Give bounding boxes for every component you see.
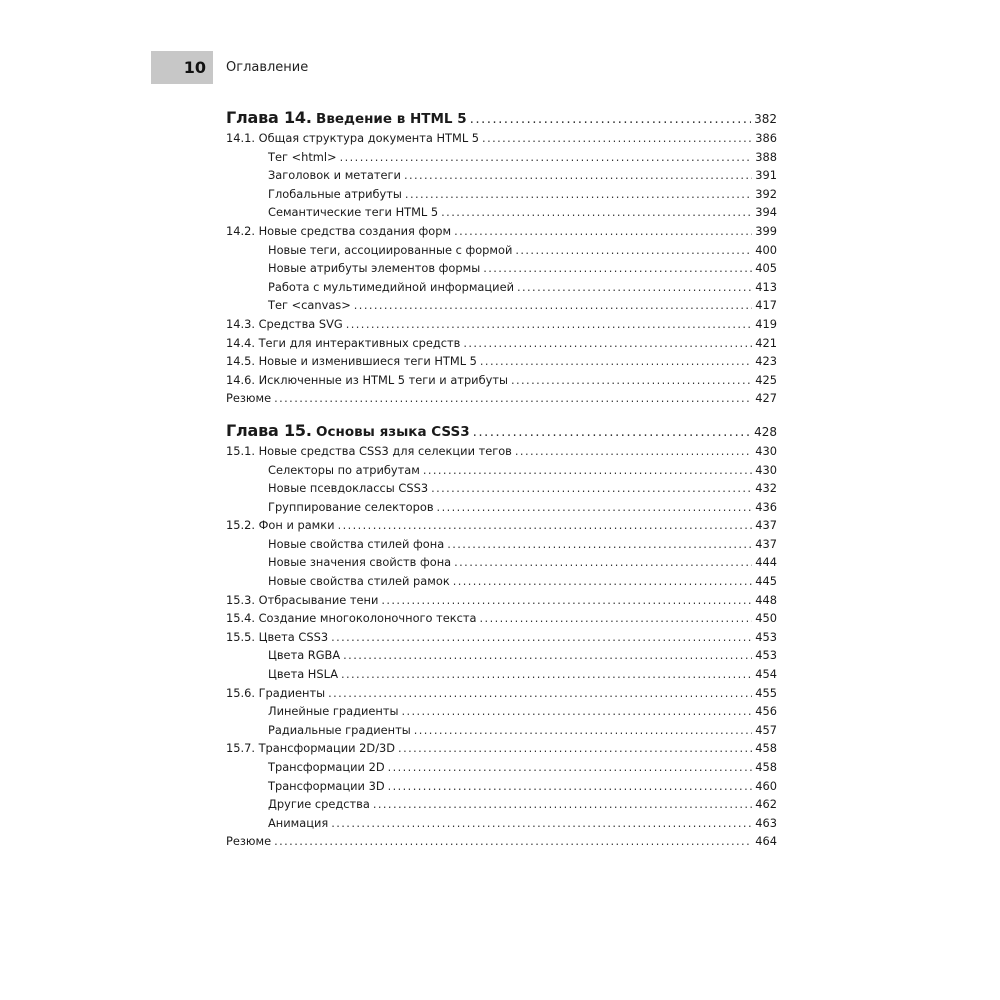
page-ref: 453 (755, 629, 777, 644)
toc-section[interactable] (226, 591, 777, 610)
toc-section[interactable] (226, 352, 777, 371)
page-number: 10 (183, 58, 206, 77)
dot-leader (482, 129, 752, 148)
toc-subsection[interactable] (226, 535, 777, 554)
entry-title: Трансформации 2D (268, 760, 385, 774)
page-ref: 450 (755, 611, 777, 626)
page-ref: 386 (755, 131, 777, 145)
dot-leader (454, 222, 752, 241)
entry-title: Новые свойства стилей фона (268, 536, 445, 551)
toc-subsection[interactable] (226, 777, 777, 796)
entry-title: Трансформации 3D (268, 778, 385, 793)
page-ref: 421 (755, 335, 777, 350)
toc-subsection[interactable] (226, 795, 777, 814)
dot-leader (341, 665, 752, 684)
dot-leader (398, 739, 752, 758)
toc-subsection[interactable] (226, 553, 777, 572)
chapter-heading[interactable] (226, 420, 777, 442)
page-ref: 457 (755, 722, 777, 737)
toc-subsection[interactable] (226, 278, 777, 297)
toc-section[interactable] (226, 609, 777, 628)
dot-leader (447, 535, 752, 554)
entry-title: Глобальные атрибуты (268, 186, 402, 201)
dot-leader (340, 148, 753, 167)
entry-title: 14.4. Теги для интерактивных средств (226, 335, 461, 350)
toc-subsection[interactable] (226, 259, 777, 278)
toc-section[interactable] (226, 684, 777, 703)
toc-section[interactable] (226, 371, 777, 390)
dot-leader (480, 352, 752, 371)
page-ref: 388 (755, 149, 777, 164)
page-ref: 392 (755, 186, 777, 201)
page-ref: 430 (755, 462, 777, 477)
running-title: Оглавление (226, 60, 309, 75)
toc-subsection[interactable] (226, 646, 777, 665)
dot-leader (388, 758, 753, 777)
toc-subsection[interactable] (226, 665, 777, 684)
dot-leader (517, 278, 752, 297)
dot-leader (346, 315, 753, 334)
dot-leader (441, 203, 752, 222)
page-ref: 458 (755, 760, 777, 774)
table-of-contents (226, 107, 777, 851)
toc-subsection[interactable] (226, 185, 777, 204)
toc-subsection[interactable] (226, 479, 777, 498)
toc-section[interactable] (226, 516, 777, 535)
entry-title: 14.6. Исключенные из HTML 5 теги и атрибуты (226, 372, 508, 387)
entry-title: 14.2. Новые средства создания форм (226, 223, 452, 238)
dot-leader (454, 553, 752, 572)
dot-leader (423, 461, 752, 480)
page-ref: 455 (755, 685, 777, 700)
page-ref: 464 (755, 834, 777, 849)
toc-subsection[interactable] (226, 203, 777, 222)
page-ref: 430 (755, 443, 777, 458)
toc-section[interactable] (226, 739, 777, 758)
dot-leader (431, 479, 752, 498)
page-ref: 419 (755, 316, 777, 331)
entry-title: 14.5. Новые и изменившиеся теги HTML 5 (226, 354, 477, 369)
toc-subsection[interactable] (226, 241, 777, 260)
chapter-label: Глава 14. (226, 108, 312, 127)
toc-section[interactable] (226, 334, 777, 353)
dot-leader (511, 371, 752, 390)
page-ref: 423 (755, 354, 777, 369)
entry-title: Радиальные градиенты (268, 722, 411, 737)
dot-leader (414, 721, 753, 740)
page-ref: 417 (755, 298, 777, 313)
dot-leader (453, 572, 753, 591)
page-ref: 427 (755, 391, 777, 406)
entry-title: 14.3. Средства SVG (226, 316, 343, 331)
entry-title: 15.3. Отбрасывание тени (226, 592, 379, 607)
toc-subsection[interactable] (226, 758, 777, 777)
toc-subsection[interactable] (226, 461, 777, 480)
page-ref: 405 (755, 261, 777, 276)
page-ref: 413 (755, 279, 777, 294)
page-ref: 391 (755, 168, 777, 183)
page-ref: 460 (755, 778, 777, 793)
entry-title: 14.1. Общая структура документа HTML 5 (226, 131, 480, 145)
entry-title: Новые свойства стилей рамок (268, 574, 450, 589)
chapter-title (226, 107, 467, 129)
page-ref: 454 (755, 667, 777, 682)
toc-subsection[interactable] (226, 148, 777, 167)
toc-subsection[interactable] (226, 296, 777, 315)
page-ref: 463 (755, 815, 777, 830)
entry-title: Цвета HSLA (268, 667, 338, 682)
dot-leader (483, 259, 752, 278)
entry-title: 15.6. Градиенты (226, 685, 326, 700)
page-ref: 425 (755, 372, 777, 387)
dot-leader (388, 777, 753, 796)
page-ref: 399 (755, 223, 777, 238)
dot-leader (274, 389, 752, 408)
chapter-name: Основы языка CSS3 (316, 423, 470, 440)
entry-title: Тег <html> (268, 149, 337, 164)
entry-title: Новые псевдоклассы CSS3 (268, 481, 429, 496)
entry-title: Новые атрибуты элементов формы (268, 261, 481, 276)
dot-leader (343, 646, 752, 665)
dot-leader (515, 442, 752, 461)
entry-title: Работа с мультимедийной информацией (268, 279, 514, 294)
toc-subsection[interactable] (226, 721, 777, 740)
toc-subsection[interactable] (226, 702, 777, 721)
entry-title: Резюме (226, 391, 272, 406)
dot-leader (274, 832, 752, 851)
chapter-name: Введение в HTML 5 (316, 111, 467, 127)
toc-section[interactable] (226, 129, 777, 148)
dot-leader (373, 795, 752, 814)
page-ref: 400 (755, 242, 777, 257)
toc-section[interactable] (226, 442, 777, 461)
dot-leader (405, 185, 752, 204)
chapter-title (226, 420, 470, 442)
page-ref: 436 (755, 499, 777, 514)
entry-title: Семантические теги HTML 5 (268, 205, 439, 220)
page-ref: 428 (754, 424, 777, 439)
dot-leader (437, 498, 753, 517)
dot-leader (354, 296, 752, 315)
entry-title: 15.5. Цвета CSS3 (226, 629, 329, 644)
page-ref: 382 (754, 112, 777, 126)
chapter-gap (226, 408, 777, 420)
dot-leader (515, 241, 752, 260)
entry-title: 15.4. Создание многоколоночного текста (226, 611, 477, 626)
page-ref: 456 (755, 704, 777, 719)
chapter-label: Глава 15. (226, 420, 312, 440)
page-ref: 437 (755, 536, 777, 551)
toc-section[interactable] (226, 222, 777, 241)
dot-leader (463, 334, 752, 353)
entry-title: Группирование селекторов (268, 499, 434, 514)
page-ref: 444 (755, 555, 777, 570)
page-ref: 445 (755, 574, 777, 589)
entry-title: Другие средства (268, 797, 370, 812)
toc-subsection[interactable] (226, 166, 777, 185)
dot-leader (480, 609, 753, 628)
dot-leader (404, 166, 752, 185)
page-number-box (151, 51, 213, 84)
entry-title: Анимация (268, 815, 329, 830)
toc-subsection[interactable] (226, 498, 777, 517)
toc-section[interactable] (226, 315, 777, 334)
entry-title: Заголовок и метатеги (268, 168, 401, 183)
page-ref: 453 (755, 648, 777, 663)
page-ref: 462 (755, 797, 777, 812)
entry-title: 15.1. Новые средства CSS3 для селекции тегов (226, 443, 512, 458)
toc-section[interactable] (226, 389, 777, 408)
toc-section[interactable] (226, 832, 777, 851)
entry-title: Тег <canvas> (268, 298, 351, 313)
page-ref: 448 (755, 592, 777, 607)
dot-leader (473, 421, 751, 442)
chapter-heading[interactable] (226, 107, 777, 129)
entry-title: 15.7. Трансформации 2D/3D (226, 741, 396, 756)
entry-title: Линейные градиенты (268, 704, 399, 719)
dot-leader (331, 628, 752, 647)
entry-title: 15.2. Фон и рамки (226, 518, 335, 533)
dot-leader (331, 814, 752, 833)
page-ref: 437 (755, 518, 777, 533)
toc-subsection[interactable] (226, 572, 777, 591)
entry-title: Селекторы по атрибутам (268, 462, 420, 477)
entry-title: Цвета RGBA (268, 648, 341, 663)
toc-section[interactable] (226, 628, 777, 647)
toc-subsection[interactable] (226, 814, 777, 833)
entry-title: Новые теги, ассоциированные с формой (268, 242, 513, 257)
entry-title: Новые значения свойств фона (268, 555, 452, 570)
dot-leader (328, 684, 752, 703)
dot-leader (401, 702, 752, 721)
dot-leader (381, 591, 752, 610)
page-ref: 394 (755, 205, 777, 220)
page-ref: 432 (755, 481, 777, 496)
page-ref: 458 (755, 741, 777, 756)
dot-leader (338, 516, 753, 535)
dot-leader (470, 108, 751, 129)
entry-title: Резюме (226, 834, 272, 849)
